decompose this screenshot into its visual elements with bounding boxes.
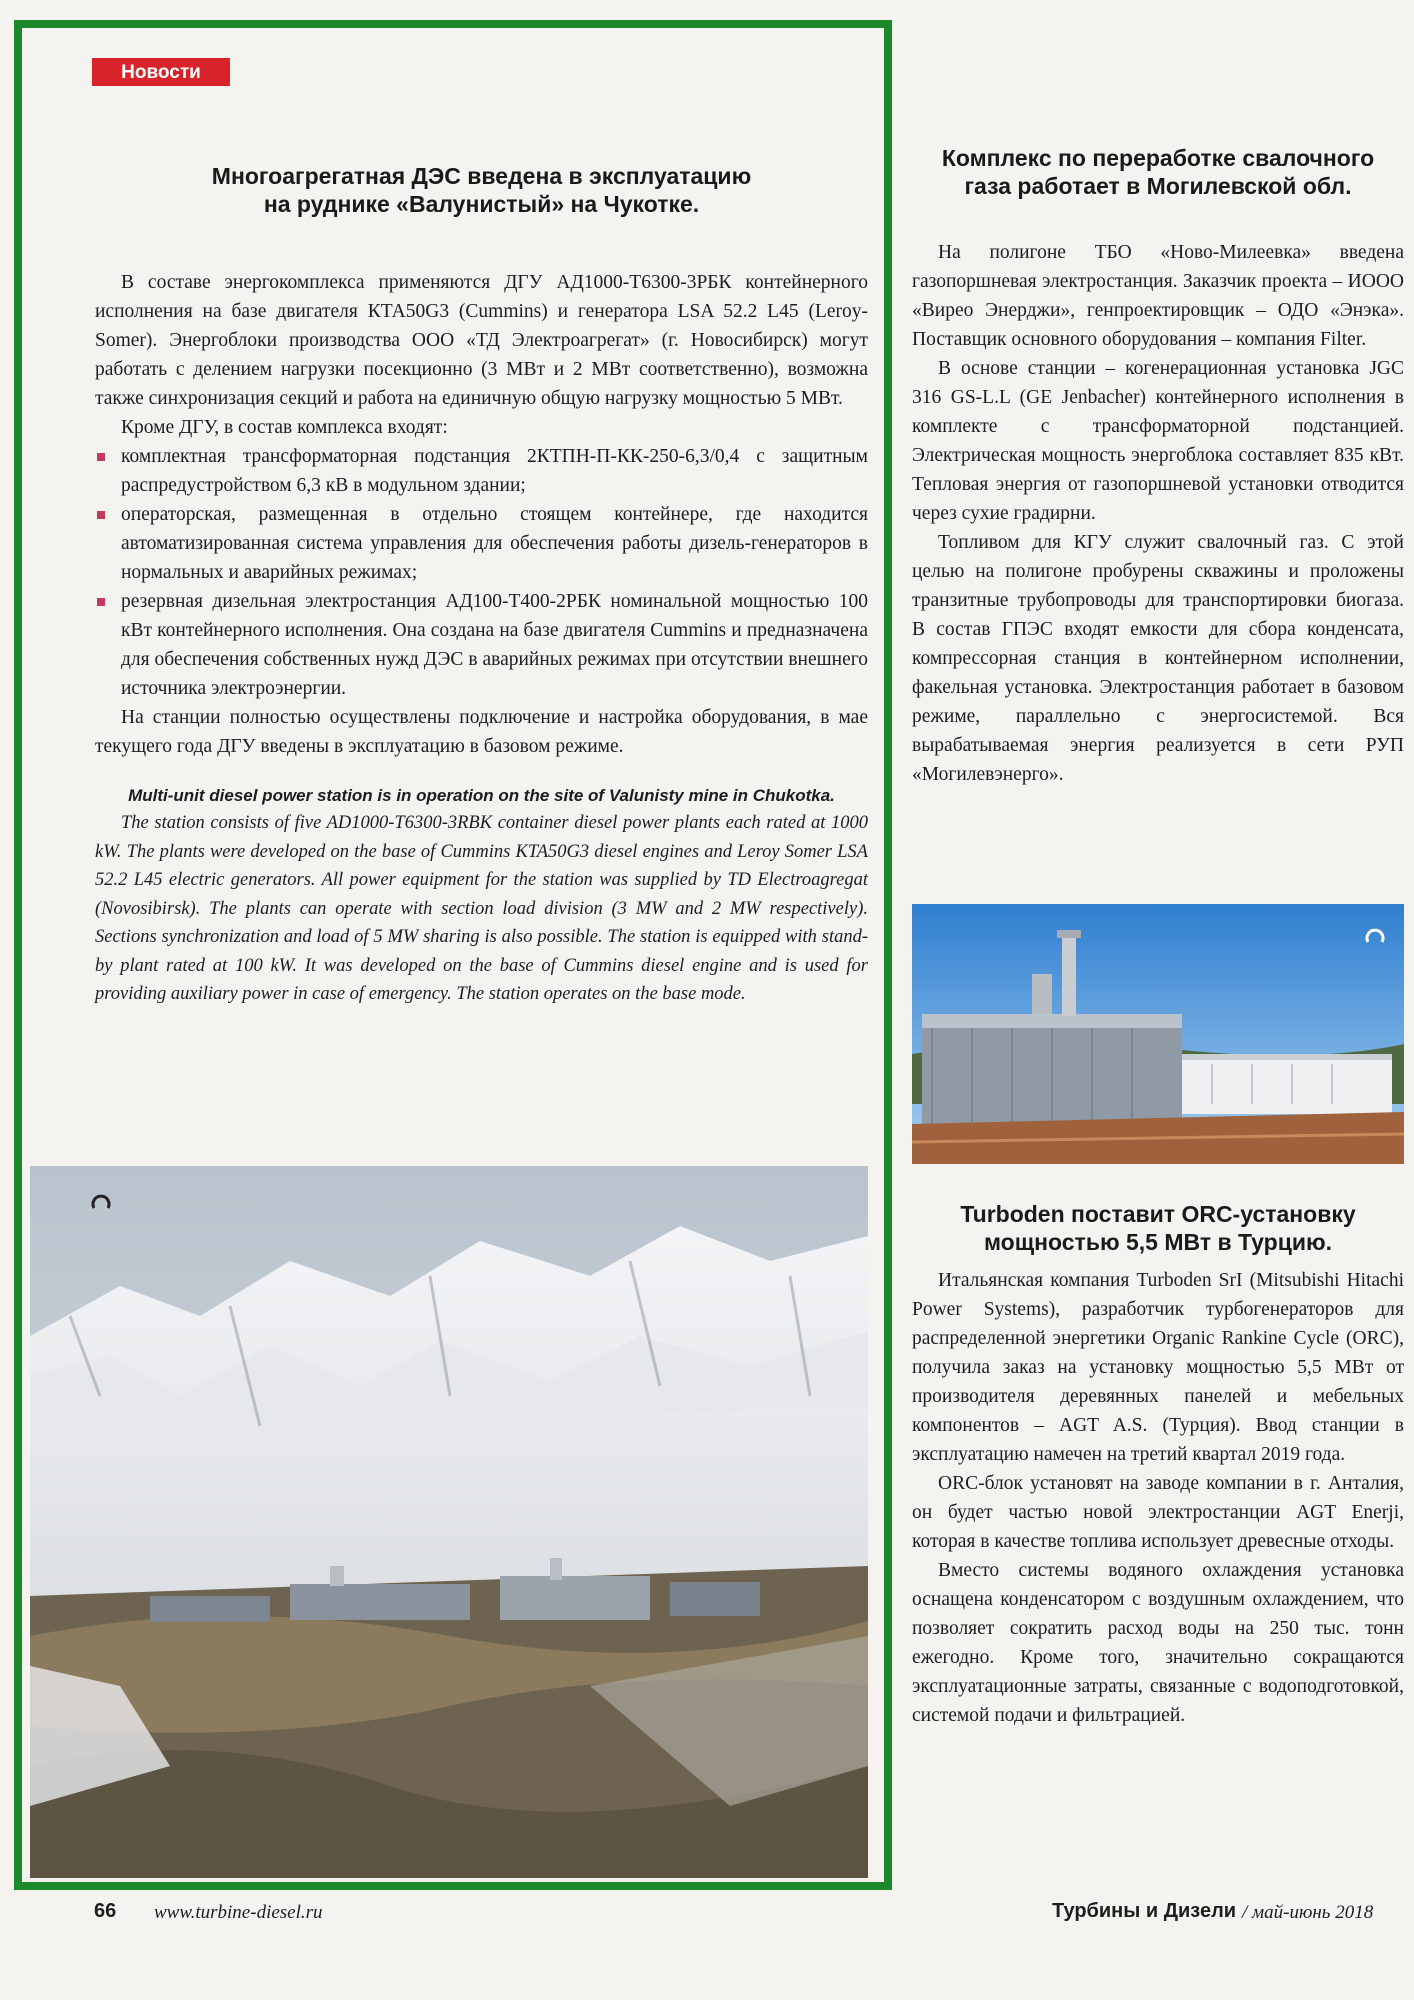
article-mogilev xyxy=(912,144,1404,789)
article-title xyxy=(95,162,868,218)
landfill-gas-plant-photo xyxy=(912,904,1404,1164)
paragraph: Вместо системы водяного охлаждения установка оснащена конденсатором с воздушным охлаждением, что позволяет сократить расход воды на 250 тыс. тонн ежегодно. Кроме того, значительно сокращаются эксплуатационные затраты, связанные с водоподготовкой, системой подачи и фильтрацией. xyxy=(912,1560,1404,1726)
english-title: Multi-unit diesel power station is in operation on the site of Valunisty mine in Chukotka. xyxy=(128,786,835,805)
paragraph: Кроме ДГУ, в состав комплекса входят: xyxy=(121,417,448,438)
watermark-logo-icon xyxy=(1364,924,1386,946)
list-item xyxy=(95,587,868,703)
mine-photo-illustration xyxy=(30,1166,868,1878)
english-summary: The station consists of five AD1000-T6300-3RBK container diesel power plants each rated at 1000 kW. The plants were developed on the base of Cummins KTA50G3 diesel engines and Leroy Somer LSA 52.2 L45 electric generators. All power equipment for the station was supplied by TD Electroagregat (Novosibirsk). The plants can operate with section load division (3 MW and 2 MW respectively). Sections synchronization and load of 5 MW sharing is also possible. The station is equipped with stand-by plant rated at 100 kW. It was developed on the base of Cummins diesel engine and is used for providing auxiliary power in case of emergency. The station operates on the base mode. xyxy=(95,813,868,1004)
paragraph: ORC-блок установят на заводе компании в г. Анталия, он будет частью новой электростанции AGT Enerji, которая в качестве топлива использует древесные отходы. xyxy=(912,1473,1404,1552)
right-column xyxy=(912,144,1404,789)
bullet-icon xyxy=(97,511,105,519)
title-line: на руднике «Валунистый» на Чукотке. xyxy=(263,191,700,217)
magazine-name: Турбины и Дизели xyxy=(1052,1900,1237,1922)
article-turboden xyxy=(912,1200,1404,1730)
watermark-logo-icon xyxy=(90,1190,112,1212)
issue-label: / май-июнь 2018 xyxy=(1242,1902,1374,1923)
mine-aerial-photo xyxy=(30,1166,868,1878)
paragraph: На полигоне ТБО «Ново-Милеевка» введена газопоршневая электростанция. Заказчик проекта – ИООО «Виреo Энерджи», генпроектировщик – ОДО «Энэка». Поставщик основного оборудования – компания Filter. xyxy=(912,242,1404,350)
page-number: 66 xyxy=(94,1900,117,1922)
plant-photo-illustration xyxy=(912,904,1404,1164)
article-valunisty xyxy=(95,162,868,1009)
bullet-icon xyxy=(97,453,105,461)
title-line: мощностью 5,5 МВт в Турцию. xyxy=(983,1229,1333,1255)
title-line: газа работает в Могилевской обл. xyxy=(964,173,1352,199)
website-link: www.turbine-diesel.ru xyxy=(154,1902,323,1923)
bullet-icon xyxy=(97,598,105,606)
paragraph: В основе станции – когенерационная установка JGC 316 GS-L.L (GE Jenbacher) контейнерного исполнения в комплекте с трансформаторной подстанцией. Электрическая мощность энергоблока составляет 835 кВт. Тепловая энергия от газопоршневой установки отводится через сухие градирни. xyxy=(912,358,1404,524)
list-item-text: комплектная трансформаторная подстанция 2КТПН-П-КК-250-6,3/0,4 с защитным распредустройством 6,3 кВ в модульном здании; xyxy=(121,446,868,496)
page-footer xyxy=(0,1900,1414,1940)
paragraph: На станции полностью осуществлены подключение и настройка оборудования, в мае текущего года ДГУ введены в эксплуатацию в базовом режиме. xyxy=(95,707,868,757)
paragraph: Итальянская компания Turboden SrI (Mitsubishi Hitachi Power Systems), разработчик турбогенераторов для распределенной энергетики Organic Rankine Cycle (ORC), получила заказ на установку мощностью 5,5 МВт от производителя деревянных панелей и мебельных компонентов – AGT A.S. (Турция). Ввод станции в эксплуатацию намечен на третий квартал 2019 года. xyxy=(912,1270,1404,1465)
list-item-text: резервная дизельная электростанция АД100-Т400-2РБК номинальной мощностью 100 кВт контейнерного исполнения. Она создана на базе двигателя Cummins и предназначена для обеспечения собственных нужд ДЭС в аварийных режимах при отсутствии внешнего источника электроэнергии. xyxy=(121,591,868,699)
article-title xyxy=(912,1200,1404,1256)
section-label: Новости xyxy=(121,62,201,83)
list-item xyxy=(95,500,868,587)
title-line: Многоагрегатная ДЭС введена в эксплуатацию xyxy=(211,163,752,189)
paragraph: В составе энергокомплекса применяются ДГУ АД1000-Т6300-3РБК контейнерного исполнения на базе двигателя КТА50G3 (Cummins) и генератора LSA 52.2 L45 (Leroy-Somer). Энергоблоки производства ООО «ТД Электроагрегат» (г. Новосибирск) могут работать с делением нагрузки посекционно (3 МВт и 2 МВт соответственно), возможна также синхронизация секций и работа на единичную общую нагрузку мощностью 5 МВт. xyxy=(95,272,868,409)
bullet-list xyxy=(95,442,868,703)
list-item-text: операторская, размещенная в отдельно стоящем контейнере, где находится автоматизированная система управления для обеспечения работы дизель-генераторов в нормальных и аварийных режимах; xyxy=(121,504,868,583)
title-line: Turboden поставит ORC-установку xyxy=(960,1201,1356,1227)
title-line: Комплекс по переработке свалочного xyxy=(941,145,1375,171)
article-title xyxy=(912,144,1404,200)
paragraph: Топливом для КГУ служит свалочный газ. С этой целью на полигоне пробурены скважины и проложены транзитные трубопроводы для транспортировки биогаза. В состав ГПЭС входят емкости для сбора конденсата, компрессорная станция в контейнерном исполнении, факельная установка. Электростанция работает в базовом режиме, параллельно с энергосистемой. Вся вырабатываемая энергия реализуется в сети РУП «Могилевэнерго». xyxy=(912,532,1404,785)
list-item xyxy=(95,442,868,500)
